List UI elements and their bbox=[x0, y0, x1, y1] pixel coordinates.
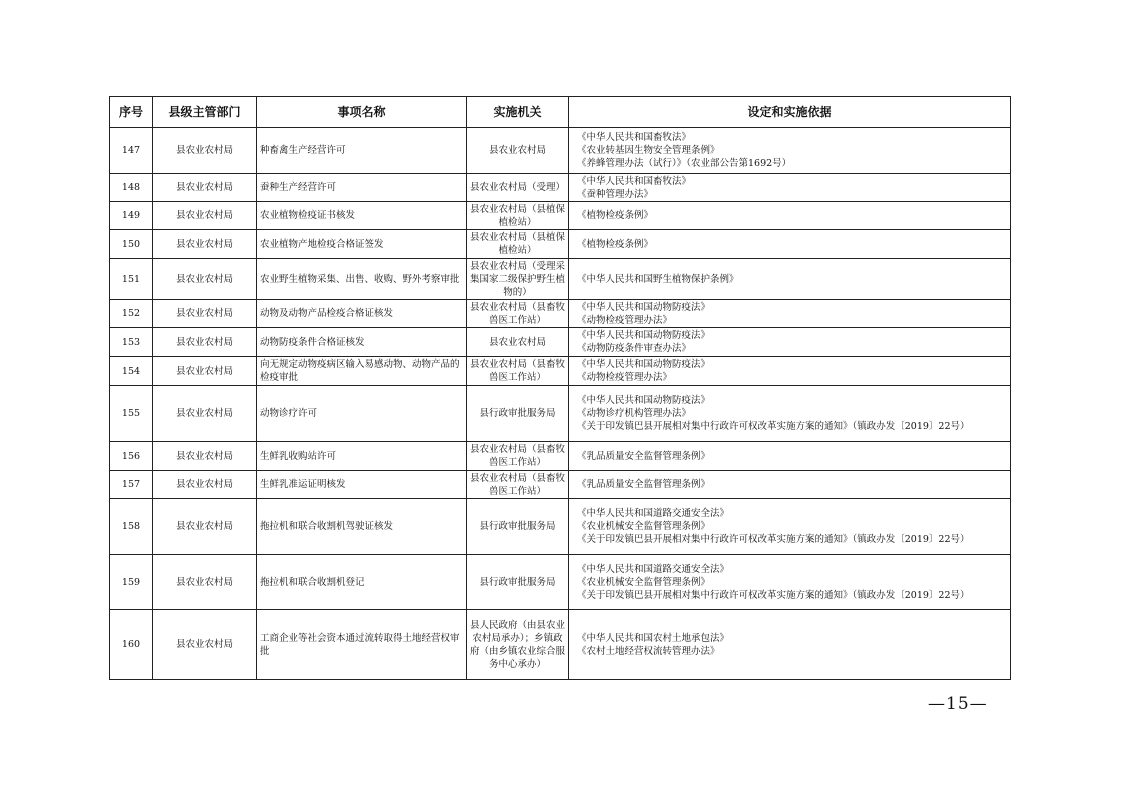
agency-cell: 县行政审批服务局 bbox=[467, 555, 569, 610]
department-cell: 县农业农村局 bbox=[153, 174, 257, 202]
basis-cell bbox=[569, 386, 1011, 442]
agency-cell: 县农业农村局（县畜牧兽医工作站） bbox=[467, 471, 569, 499]
agency-cell: 县行政审批服务局 bbox=[467, 499, 569, 555]
basis-line: 《中华人民共和国动物防疫法》 bbox=[577, 301, 711, 313]
table-header-row bbox=[110, 97, 1011, 128]
serial-number-cell: 155 bbox=[110, 386, 153, 442]
table-row bbox=[110, 610, 1011, 680]
department-cell: 县农业农村局 bbox=[153, 442, 257, 471]
agency-cell: 县农业农村局（受理） bbox=[467, 174, 569, 202]
department-cell: 县农业农村局 bbox=[153, 555, 257, 610]
header-item-name: 事项名称 bbox=[257, 97, 467, 128]
item-name-cell: 动物及动物产品检疫合格证核发 bbox=[257, 300, 467, 328]
basis-line: 《中华人民共和国动物防疫法》 bbox=[577, 330, 711, 341]
item-name-cell: 生鲜乳收购站许可 bbox=[257, 442, 467, 471]
serial-number-cell: 152 bbox=[110, 300, 153, 328]
department-cell: 县农业农村局 bbox=[153, 471, 257, 499]
department-cell: 县农业农村局 bbox=[153, 610, 257, 680]
item-name-cell: 拖拉机和联合收割机登记 bbox=[257, 555, 467, 610]
serial-number-cell: 154 bbox=[110, 357, 153, 386]
basis-line: 《动物防疫条件审查办法》 bbox=[577, 343, 692, 354]
basis-line: 《中华人民共和国野生植物保护条例》 bbox=[577, 273, 739, 285]
agency-cell: 县农业农村局（受理采集国家二级保护野生植物的） bbox=[467, 259, 569, 300]
department-cell: 县农业农村局 bbox=[153, 128, 257, 174]
basis-line: 《乳品质量安全监督管理条例》 bbox=[577, 479, 711, 490]
table-row bbox=[110, 555, 1011, 610]
serial-number-cell: 149 bbox=[110, 202, 153, 230]
department-cell: 县农业农村局 bbox=[153, 202, 257, 230]
table-row bbox=[110, 357, 1011, 386]
basis-line: 《中华人民共和国道路交通安全法》 bbox=[577, 563, 730, 575]
agency-cell: 县农业农村局（县畜牧兽医工作站） bbox=[467, 357, 569, 386]
department-cell: 县农业农村局 bbox=[153, 386, 257, 442]
department-cell: 县农业农村局 bbox=[153, 499, 257, 555]
table-row bbox=[110, 442, 1011, 471]
serial-number-cell: 147 bbox=[110, 128, 153, 174]
basis-line: 《关于印发镇巴县开展相对集中行政许可权改革实施方案的通知》（镇政办发〔2019〕22号） bbox=[577, 589, 970, 601]
table-row bbox=[110, 259, 1011, 300]
item-name-cell: 生鲜乳准运证明核发 bbox=[257, 471, 467, 499]
table-row bbox=[110, 499, 1011, 555]
basis-line: 《动物诊疗机构管理办法》 bbox=[577, 408, 692, 419]
table-row bbox=[110, 386, 1011, 442]
department-cell: 县农业农村局 bbox=[153, 328, 257, 357]
basis-line: 《农业机械安全监督管理条例》 bbox=[577, 521, 711, 532]
header-basis: 设定和实施依据 bbox=[569, 97, 1011, 128]
approval-items-table bbox=[109, 96, 1011, 680]
basis-cell bbox=[569, 259, 1011, 300]
agency-cell: 县农业农村局（县植保植检站） bbox=[467, 230, 569, 259]
department-cell: 县农业农村局 bbox=[153, 259, 257, 300]
serial-number-cell: 156 bbox=[110, 442, 153, 471]
basis-line: 《动物检疫管理办法》 bbox=[577, 314, 673, 326]
item-name-cell: 工商企业等社会资本通过流转取得土地经营权审批 bbox=[257, 610, 467, 680]
item-name-cell: 农业野生植物采集、出售、收购、野外考察审批 bbox=[257, 259, 467, 300]
basis-cell bbox=[569, 230, 1011, 259]
basis-line: 《中华人民共和国道路交通安全法》 bbox=[577, 508, 730, 519]
basis-line: 《蚕种管理办法》 bbox=[577, 188, 654, 200]
department-cell: 县农业农村局 bbox=[153, 230, 257, 259]
table-row bbox=[110, 174, 1011, 202]
table-row bbox=[110, 230, 1011, 259]
agency-cell: 县农业农村局 bbox=[467, 128, 569, 174]
basis-cell bbox=[569, 300, 1011, 328]
serial-number-cell: 148 bbox=[110, 174, 153, 202]
basis-cell bbox=[569, 128, 1011, 174]
table-row bbox=[110, 300, 1011, 328]
basis-cell bbox=[569, 471, 1011, 499]
table-body bbox=[110, 128, 1011, 680]
serial-number-cell: 151 bbox=[110, 259, 153, 300]
item-name-cell: 蚕种生产经营许可 bbox=[257, 174, 467, 202]
basis-line: 《中华人民共和国农村土地承包法》 bbox=[577, 632, 730, 644]
table-row bbox=[110, 128, 1011, 174]
item-name-cell: 向无规定动物疫病区输入易感动物、动物产品的检疫审批 bbox=[257, 357, 467, 386]
serial-number-cell: 153 bbox=[110, 328, 153, 357]
agency-cell: 县农业农村局（县畜牧兽医工作站） bbox=[467, 300, 569, 328]
department-cell: 县农业农村局 bbox=[153, 357, 257, 386]
basis-line: 《关于印发镇巴县开展相对集中行政许可权改革实施方案的通知》（镇政办发〔2019〕22号） bbox=[577, 534, 970, 545]
basis-line: 《养蜂管理办法（试行）》（农业部公告第1692号） bbox=[577, 158, 792, 169]
basis-cell bbox=[569, 328, 1011, 357]
serial-number-cell: 158 bbox=[110, 499, 153, 555]
basis-cell bbox=[569, 442, 1011, 471]
basis-line: 《关于印发镇巴县开展相对集中行政许可权改革实施方案的通知》（镇政办发〔2019〕22号） bbox=[577, 421, 970, 432]
basis-line: 《农村土地经营权流转管理办法》 bbox=[577, 645, 720, 657]
item-name-cell: 动物诊疗许可 bbox=[257, 386, 467, 442]
basis-line: 《植物检疫条例》 bbox=[577, 210, 654, 221]
serial-number-cell: 159 bbox=[110, 555, 153, 610]
table-row bbox=[110, 202, 1011, 230]
agency-cell: 县人民政府（由县农业农村局承办）；乡镇政府（由乡镇农业综合服务中心承办） bbox=[467, 610, 569, 680]
header-agency: 实施机关 bbox=[467, 97, 569, 128]
basis-line: 《中华人民共和国动物防疫法》 bbox=[577, 395, 711, 406]
item-name-cell: 农业植物检疫证书核发 bbox=[257, 202, 467, 230]
department-cell: 县农业农村局 bbox=[153, 300, 257, 328]
item-name-cell: 拖拉机和联合收割机驾驶证核发 bbox=[257, 499, 467, 555]
item-name-cell: 种畜禽生产经营许可 bbox=[257, 128, 467, 174]
table-row bbox=[110, 328, 1011, 357]
item-name-cell: 动物防疫条件合格证核发 bbox=[257, 328, 467, 357]
basis-line: 《中华人民共和国动物防疫法》 bbox=[577, 359, 711, 370]
serial-number-cell: 157 bbox=[110, 471, 153, 499]
item-name-cell: 农业植物产地检疫合格证签发 bbox=[257, 230, 467, 259]
serial-number-cell: 150 bbox=[110, 230, 153, 259]
agency-cell: 县行政审批服务局 bbox=[467, 386, 569, 442]
basis-line: 《农业机械安全监督管理条例》 bbox=[577, 576, 711, 588]
basis-line: 《植物检疫条例》 bbox=[577, 238, 654, 250]
basis-line: 《乳品质量安全监督管理条例》 bbox=[577, 450, 711, 462]
basis-cell bbox=[569, 202, 1011, 230]
agency-cell: 县农业农村局（县植保植检站） bbox=[467, 202, 569, 230]
table-row bbox=[110, 471, 1011, 499]
basis-line: 《中华人民共和国畜牧法》 bbox=[577, 175, 692, 187]
basis-cell bbox=[569, 174, 1011, 202]
agency-cell: 县农业农村局（县畜牧兽医工作站） bbox=[467, 442, 569, 471]
header-department: 县级主管部门 bbox=[153, 97, 257, 128]
basis-cell bbox=[569, 499, 1011, 555]
basis-cell bbox=[569, 357, 1011, 386]
basis-line: 《农业转基因生物安全管理条例》 bbox=[577, 145, 720, 156]
agency-cell: 县农业农村局 bbox=[467, 328, 569, 357]
basis-line: 《中华人民共和国畜牧法》 bbox=[577, 132, 692, 143]
basis-line: 《动物检疫管理办法》 bbox=[577, 372, 673, 383]
basis-cell bbox=[569, 555, 1011, 610]
page-number: —15— bbox=[928, 694, 988, 714]
serial-number-cell: 160 bbox=[110, 610, 153, 680]
header-serial-number: 序号 bbox=[110, 97, 153, 128]
basis-cell bbox=[569, 610, 1011, 680]
